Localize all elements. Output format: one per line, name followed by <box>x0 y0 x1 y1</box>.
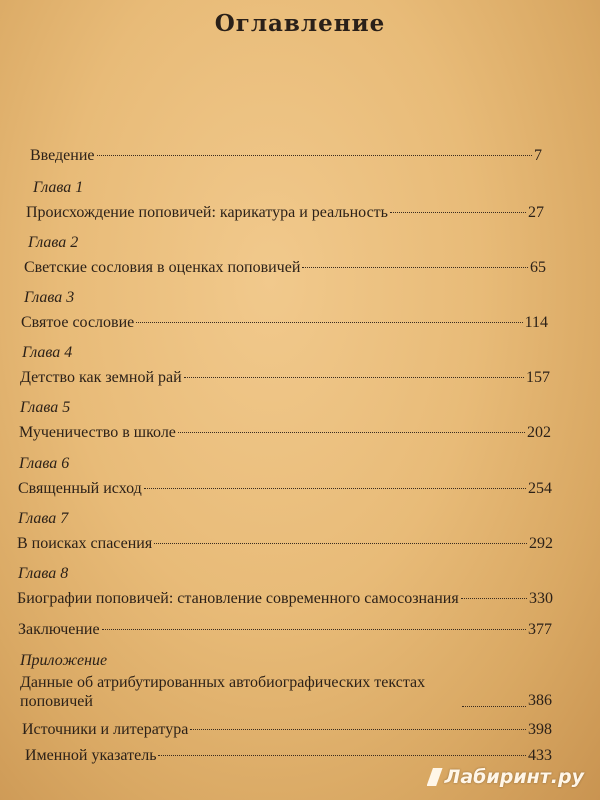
toc-entry-page: 330 <box>529 590 553 607</box>
toc-entry-page: 65 <box>530 259 546 276</box>
dot-leader <box>178 432 525 433</box>
chapter-label-7: Глава 7 <box>18 510 69 527</box>
toc-entry-page: 433 <box>528 747 552 764</box>
dot-leader <box>184 377 524 378</box>
toc-entry-chapter-6 <box>18 479 552 499</box>
toc-entry-appendix-data <box>20 673 552 711</box>
toc-entry-page: 202 <box>527 424 551 441</box>
labirint-logo-icon <box>427 768 443 786</box>
toc-entry-title: Именной указатель <box>25 747 157 764</box>
appendix-label: Приложение <box>20 652 108 669</box>
dot-leader <box>390 212 526 213</box>
dot-leader <box>136 322 522 323</box>
watermark-text: Лабиринт.ру <box>444 766 584 788</box>
toc-entry-chapter-4 <box>20 368 550 388</box>
toc-entry-chapter-7 <box>17 534 553 554</box>
toc-entry-page: 254 <box>528 480 552 497</box>
toc-entry-page: 114 <box>524 314 548 331</box>
dot-leader <box>302 267 528 268</box>
toc-entry-chapter-8 <box>17 589 553 609</box>
toc-entry-title: Заключение <box>18 621 100 638</box>
toc-entry-page: 292 <box>529 535 553 552</box>
toc-entry-appendix-sources <box>22 720 552 740</box>
chapter-label-8: Глава 8 <box>18 565 69 582</box>
chapter-label-5: Глава 5 <box>20 399 71 416</box>
toc-entry-page: 27 <box>528 204 544 221</box>
toc-entry-appendix-index <box>25 746 552 766</box>
toc-entry-title: Священный исход <box>18 480 142 497</box>
toc-entry-chapter-2 <box>24 258 546 278</box>
dot-leader <box>154 543 527 544</box>
dot-leader <box>462 706 526 707</box>
toc-entry-title: В поисках спасения <box>17 535 153 552</box>
dot-leader <box>144 488 526 489</box>
toc-entry-title: Происхождение поповичей: карикатура и реальность <box>26 204 388 221</box>
toc-entry-page: 377 <box>528 621 552 638</box>
toc-entry-page: 7 <box>534 147 542 164</box>
toc-entry-chapter-3 <box>21 313 548 333</box>
chapter-label-1: Глава 1 <box>33 179 84 196</box>
chapter-label-4: Глава 4 <box>22 344 73 361</box>
dot-leader <box>190 729 526 730</box>
toc-entry-intro <box>30 146 542 166</box>
dot-leader <box>97 155 533 156</box>
toc-entry-title: Биографии поповичей: становление современного самосознания <box>17 590 459 607</box>
labirint-watermark <box>427 766 584 788</box>
chapter-label-2: Глава 2 <box>28 234 79 251</box>
toc-entry-chapter-1 <box>26 203 544 223</box>
toc-entry-conclusion <box>18 620 552 640</box>
chapter-label-6: Глава 6 <box>19 455 70 472</box>
toc-entry-title: Введение <box>30 147 95 164</box>
toc-entry-chapter-5 <box>19 423 551 443</box>
toc-entry-title: Данные об атрибутированных автобиографических текстах поповичей <box>20 674 426 710</box>
toc-entry-page: 386 <box>528 692 552 709</box>
toc-entry-title: Источники и литература <box>22 721 189 738</box>
chapter-label-3: Глава 3 <box>24 289 75 306</box>
toc-entry-title: Святое сословие <box>21 314 135 331</box>
dot-leader <box>102 629 526 630</box>
toc-entry-page: 398 <box>528 721 552 738</box>
toc-entry-title: Светские сословия в оценках поповичей <box>24 259 301 276</box>
dot-leader <box>461 598 527 599</box>
toc-entry-page: 157 <box>526 369 550 386</box>
toc-entry-title: Мученичество в школе <box>19 424 176 441</box>
dot-leader <box>158 755 526 756</box>
page-title: Оглавление <box>214 10 386 37</box>
toc-entry-title: Детство как земной рай <box>20 369 182 386</box>
